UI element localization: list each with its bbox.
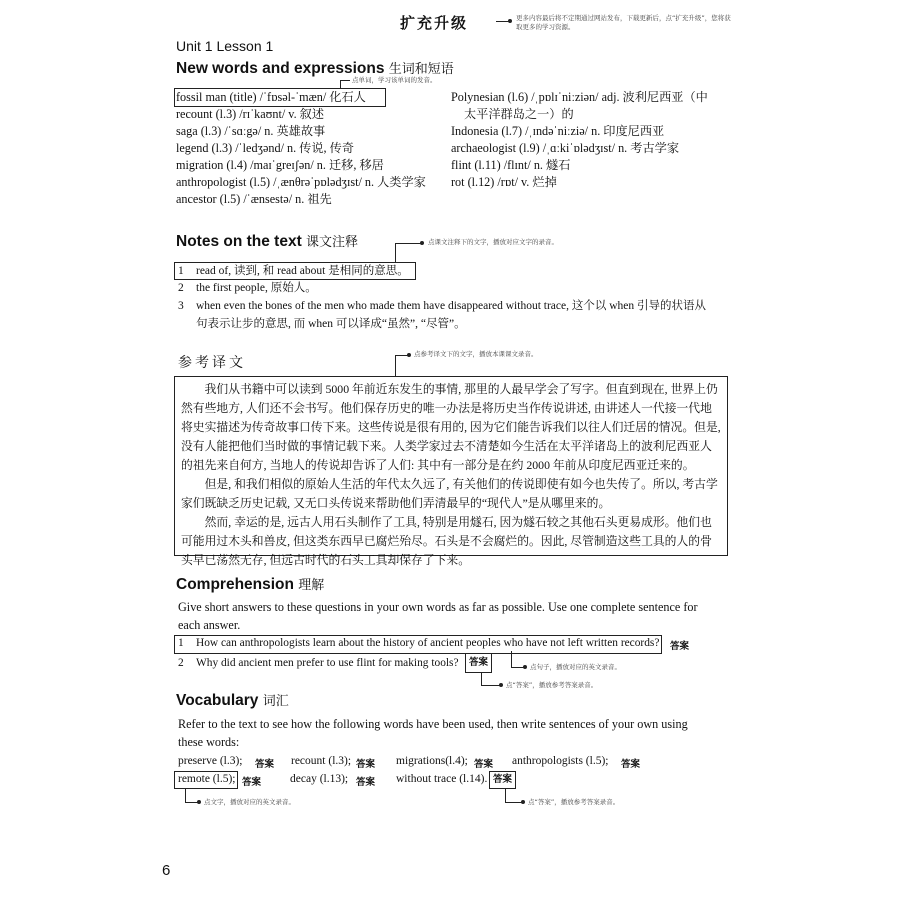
new-words-note: 点单词，学习该单词的发音。 [352, 76, 437, 84]
instruction-line: Refer to the text to see how the following words have been used, then write sentences of your own using [178, 717, 688, 731]
answer-button[interactable]: 答案 [356, 759, 376, 770]
note-text: read of, 读到, 和 read about 是相同的意思。 [196, 265, 409, 277]
translation-paragraph: 然而, 幸运的是, 远古人用石头制作了工具, 特别是用燧石, 因为燧石较之其他石头更易成形。他们也可能用过木头和兽皮, 但这类东西早已腐烂殆尽。石头是不会腐烂的。因此, 尽管制造这些工具的人的骨头早已荡然无存, 但远古时代的石头工具却保存了下来。 [181, 515, 712, 567]
question-number: 1 [178, 637, 184, 649]
vocab-word[interactable]: decay (l.13); [290, 773, 349, 785]
vocabulary-heading [176, 690, 289, 710]
note-text: 句表示让步的意思, 而 when 可以译成“虽然”, “尽管”。 [196, 318, 466, 330]
notes-heading [176, 231, 358, 251]
new-words-heading-cn: 生词和短语 [388, 62, 454, 77]
answer-button[interactable]: 答案 [474, 759, 494, 770]
note-item[interactable] [178, 297, 738, 315]
note-number: 3 [178, 300, 184, 312]
word-item[interactable]: rot (l.12) /rɒt/ v. 烂掉 [451, 175, 557, 189]
callout-line [395, 243, 422, 244]
translation-box[interactable] [174, 376, 728, 567]
word-item[interactable]: recount (l.3) /rɪˈkaʊnt/ v. 叙述 [176, 107, 325, 121]
comprehension-heading [176, 574, 324, 594]
answer-button[interactable]: 答案 [489, 771, 516, 789]
vocabulary-instruction [178, 715, 688, 751]
notes-list [178, 262, 738, 333]
callout-dot [499, 683, 503, 687]
note-item[interactable] [178, 279, 738, 297]
callout-dot [521, 800, 525, 804]
question-text: Why did ancient men prefer to use flint for making tools? [196, 657, 459, 669]
answer-button[interactable]: 答案 [255, 759, 275, 770]
callout-line [481, 673, 482, 685]
callout-line [395, 243, 396, 263]
callout-dot [523, 665, 527, 669]
page-number: 6 [162, 862, 171, 879]
translation-paragraph: 我们从书籍中可以读到 5000 年前近东发生的事情, 那里的人最早学会了写字。但直到现在, 世界上仍然有些地方, 人们还不会书写。他们保存历史的唯一办法是将历史当作传说讲述, 由讲述人一代接一代地将史实描述为传奇故事口传下来。这些传说是很有用的, 因为它们能告诉我们以往人们迁居的情况。但是, 没有人能把他们当时做的事情记载下来。人类学家过去不清楚如今生活在太平洋诸岛上的波利尼西亚人的祖先来自何方, 当地人的传说却告诉了人们: 其中有一部分是在约 2000 年前从印度尼西亚迁来的。 [181, 382, 721, 472]
instruction-line: these words: [178, 735, 240, 749]
instruction-line: each answer. [178, 618, 241, 632]
instruction-line: Give short answers to these questions in your own words as far as possible. Use one complete sentence for [178, 600, 698, 614]
callout-line [340, 81, 341, 88]
word-item[interactable]: ancestor (l.5) /ˈænsestə/ n. 祖先 [176, 192, 332, 206]
word-item[interactable]: Polynesian (l.6) /ˌpɒlɪˈniːziən/ adj. 波利尼西亚（中 [451, 90, 708, 104]
section-title[interactable]: 扩充升级 [400, 14, 469, 32]
note-text: the first people, 原始人。 [196, 282, 317, 294]
unit-label: Unit 1 Lesson 1 [176, 38, 274, 54]
callout-line [185, 788, 186, 802]
callout-dot [420, 241, 424, 245]
callout-line [481, 685, 501, 686]
new-words-heading-en: New words and expressions [176, 60, 385, 77]
word-item[interactable]: fossil man (title) /ˈfɒsəl-ˈmæn/ 化石人 [176, 90, 366, 104]
note-item[interactable] [178, 262, 738, 279]
word-item[interactable]: archaeologist (l.9) /ˌɑːkiˈɒlədʒɪst/ n. 考古学家 [451, 141, 680, 155]
notes-heading-en: Notes on the text [176, 233, 302, 250]
vocab-word[interactable]: remote (l.5); [178, 773, 236, 785]
answer-button[interactable]: 答案 [465, 653, 492, 673]
translation-paragraph: 但是, 和我们相似的原始人生活的年代太久远了, 有关他们的传说即使有如今也失传了。所以, 考古学家们既缺乏历史记载, 又无口头传说来帮助他们弄清最早的“现代人”是从哪里来的。 [181, 477, 718, 510]
answer-button[interactable]: 答案 [242, 777, 262, 788]
question-number: 2 [178, 657, 184, 669]
vocab-word[interactable]: recount (l.3); [291, 755, 352, 767]
vocab-word[interactable]: anthropologists (l.5); [512, 755, 609, 767]
callout-line [340, 80, 350, 81]
note-item-continuation[interactable] [178, 315, 738, 333]
word-item[interactable]: Indonesia (l.7) /ˌɪndəˈniːziə/ n. 印度尼西亚 [451, 124, 665, 138]
word-item[interactable]: legend (l.3) /ˈledʒənd/ n. 传说, 传奇 [176, 141, 355, 155]
vocabulary-heading-cn: 词汇 [262, 694, 289, 709]
callout-line [511, 651, 512, 667]
note-number: 1 [178, 265, 184, 277]
comprehension-instruction [178, 598, 698, 634]
question-text: How can anthropologists learn about the history of ancient peoples who have not left written records? [196, 637, 660, 649]
word-item[interactable]: anthropologist (l.5) /ˌænθrəˈpɒlədʒɪst/ n. 人类学家 [176, 175, 426, 189]
answer-button[interactable]: 答案 [670, 641, 690, 652]
answer-note: 点“答案”，播放参考答案录音。 [506, 681, 598, 689]
word-note: 点文字，播放对应的英文录音。 [204, 798, 295, 806]
sentence-note: 点句子，播放对应的英文录音。 [530, 663, 621, 671]
callout-line [395, 355, 396, 377]
word-item-continuation[interactable]: 太平洋群岛之一）的 [464, 107, 574, 121]
answer-note: 点“答案”，播放参考答案录音。 [528, 798, 620, 806]
notes-note: 点课文注释下的文字，播放对应文字的录音。 [428, 238, 558, 246]
callout-dot [508, 19, 512, 23]
callout-dot [197, 800, 201, 804]
word-list-right [451, 90, 708, 192]
translation-heading: 参考译文 [178, 355, 246, 371]
word-item[interactable]: migration (l.4) /maɪˈgreɪʃən/ n. 迁移, 移居 [176, 158, 384, 172]
question-item[interactable] [178, 655, 459, 672]
callout-dot [407, 353, 411, 357]
callout-line [505, 788, 506, 802]
vocab-word[interactable]: preserve (l.3); [178, 755, 243, 767]
notes-heading-cn: 课文注释 [306, 235, 359, 250]
note-number: 2 [178, 282, 184, 294]
vocabulary-heading-en: Vocabulary [176, 692, 259, 709]
word-list-left [176, 90, 426, 209]
question-item[interactable] [178, 635, 659, 652]
vocab-word[interactable]: without trace (l.14). [396, 773, 488, 785]
note-text: when even the bones of the men who made them have disappeared without trace, 这个以 when 引导的状语从 [196, 300, 707, 312]
translation-note: 点参考译文下的文字，播放本课课文录音。 [414, 350, 538, 358]
answer-button[interactable]: 答案 [356, 777, 376, 788]
answer-button[interactable]: 答案 [621, 759, 641, 770]
word-item[interactable]: saga (l.3) /ˈsɑːgə/ n. 英雄故事 [176, 124, 326, 138]
vocab-word[interactable]: migrations(l.4); [396, 755, 468, 767]
comprehension-heading-en: Comprehension [176, 576, 294, 593]
word-item[interactable]: flint (l.11) /flɪnt/ n. 燧石 [451, 158, 571, 172]
header-note: 更多内容最后将不定期通过网站发布，下载更新后，点“扩充升级”，您将获取更多的学习资源。 [516, 14, 731, 31]
new-words-heading [176, 58, 454, 78]
comprehension-heading-cn: 理解 [298, 578, 325, 593]
